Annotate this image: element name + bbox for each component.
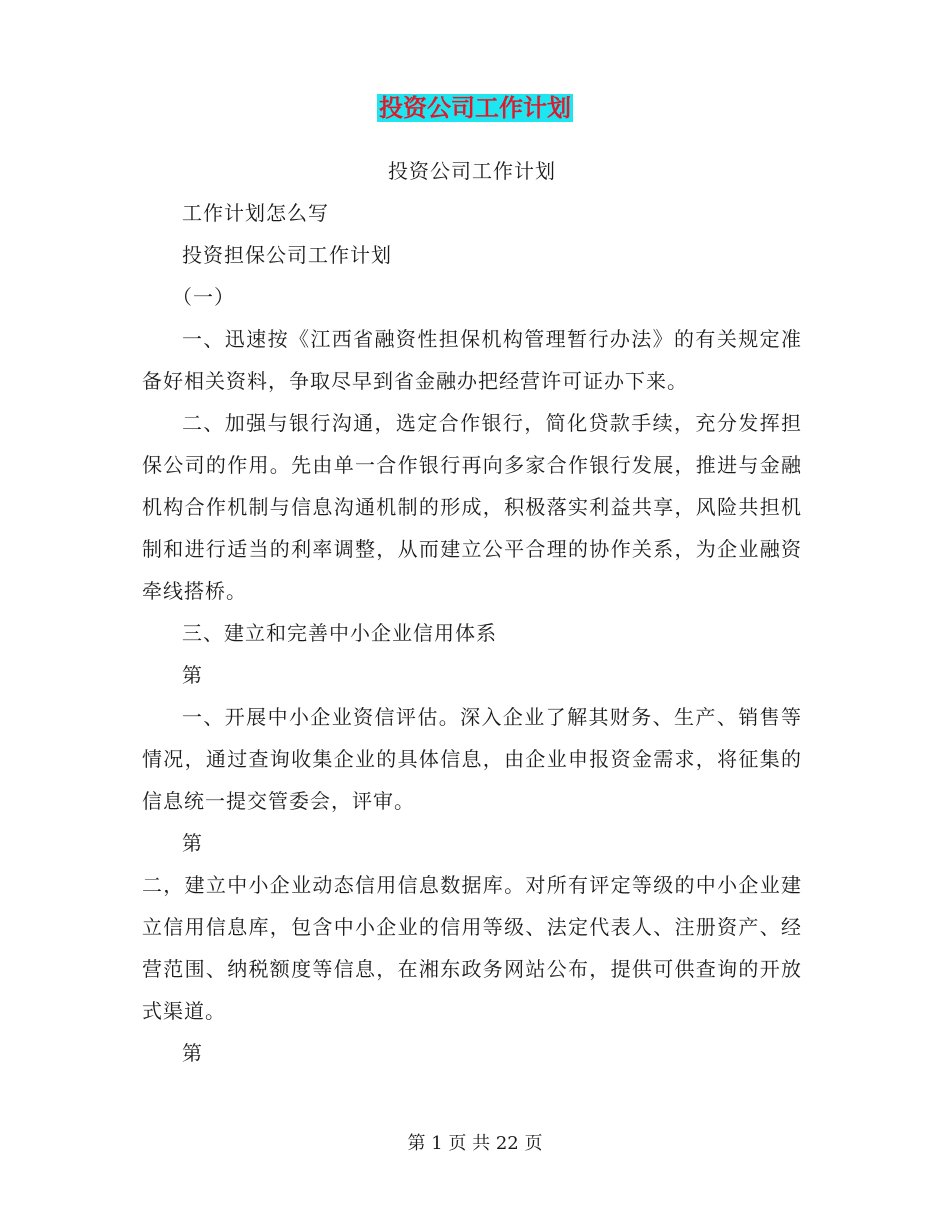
document-title-text: 投资公司工作计划 xyxy=(379,94,571,122)
paragraph: 第 xyxy=(182,663,203,687)
paragraph: 一、开展中小企业资信评估。深入企业了解其财务、生产、销售等情况，通过查询收集企业的具体信息，由企业申报资金需求，将征集的信息统一提交管委会，评审。 xyxy=(142,705,802,813)
page-footer: 第 1 页 共 22 页 xyxy=(407,1133,543,1154)
paragraph: 二，建立中小企业动态信用信息数据库。对所有评定等级的中小企业建立信用信息库，包含中小企业的信用等级、法定代表人、注册资产、经营范围、纳税额度等信息，在湘东政务网站公布，提供可供查询的开放式渠道。 xyxy=(142,873,802,1023)
paragraph: 投资担保公司工作计划 xyxy=(182,243,392,267)
paragraph: 第 xyxy=(182,1041,203,1065)
paragraph: 二、加强与银行沟通，选定合作银行，简化贷款手续，充分发挥担保公司的作用。先由单一合作银行再向多家合作银行发展，推进与金融机构合作机制与信息沟通机制的形成，积极落实利益共享，风险共担机制和进行适当的利率调整，从而建立公平合理的协作关系，为企业融资牵线搭桥。 xyxy=(142,411,802,603)
paragraph: 三、建立和完善中小企业信用体系 xyxy=(182,621,497,645)
document-body xyxy=(142,150,802,1074)
paragraph: 一、迅速按《江西省融资性担保机构管理暂行办法》的有关规定准备好相关资料，争取尽早到省金融办把经营许可证办下来。 xyxy=(142,327,802,393)
document-title xyxy=(0,92,950,124)
paragraph: （一） xyxy=(172,285,235,309)
subtitle: 投资公司工作计划 xyxy=(388,159,556,183)
paragraph: 第 xyxy=(182,831,203,855)
paragraph: 工作计划怎么写 xyxy=(182,201,329,225)
